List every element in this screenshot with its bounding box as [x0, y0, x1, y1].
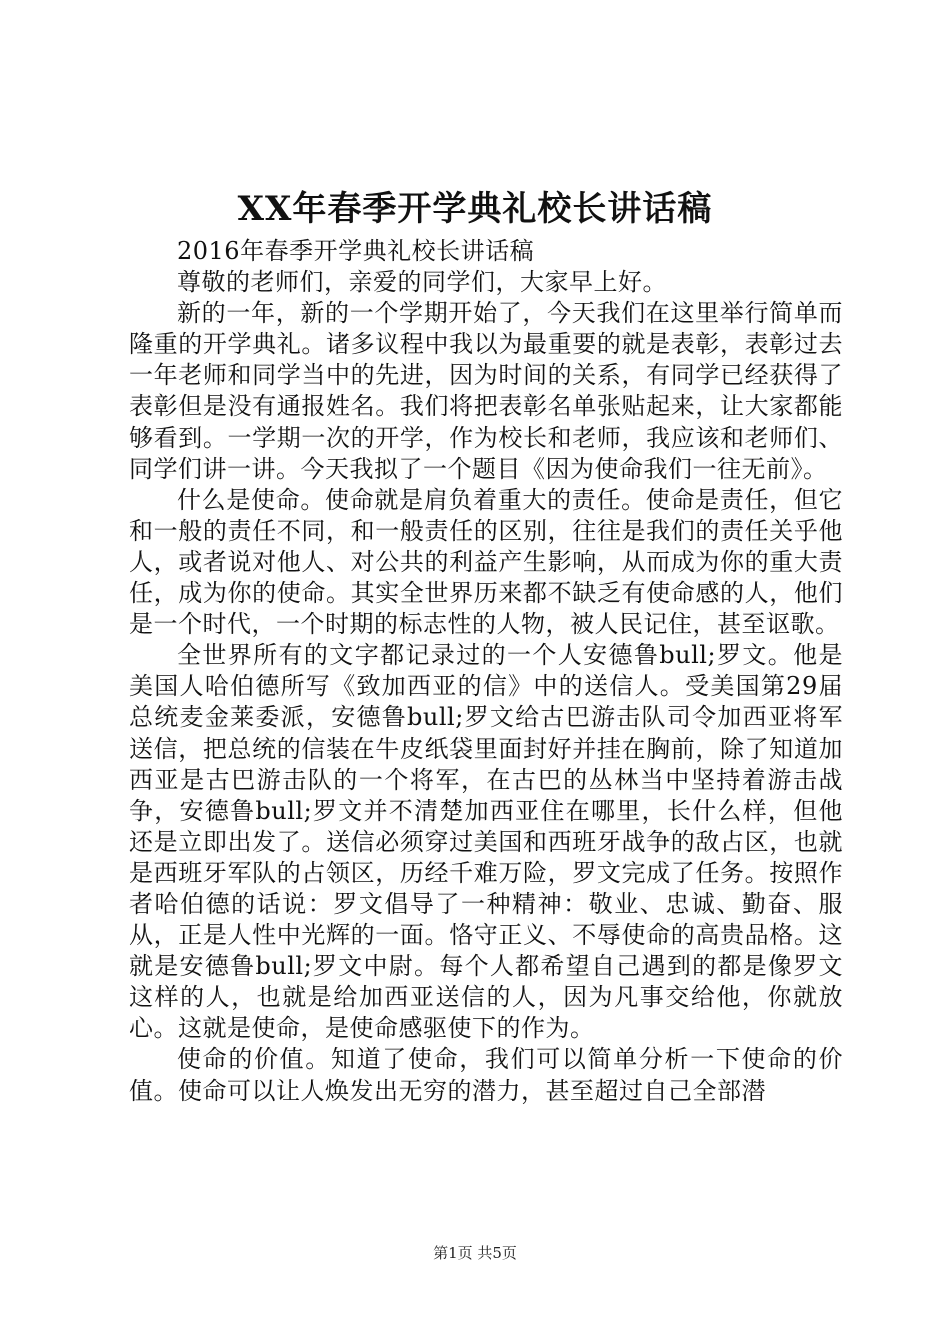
- paragraph-opening: 新的一年，新的一个学期开始了，今天我们在这里举行简单而隆重的开学典礼。诸多议程中我以为最重要的就是表彰，表彰过去一年老师和同学当中的先进，因为时间的关系，有同学已经获得了表彰但是没有通报姓名。我们将把表彰名单张贴起来，让大家都能够看到。一学期一次的开学，作为校长和老师，我应该和老师们、同学们讲一讲。今天我拟了一个题目《因为使命我们一往无前》。: [129, 299, 843, 483]
- page-footer: 第1页 共5页: [433, 1244, 517, 1262]
- paragraph-subtitle: 2016年春季开学典礼校长讲话稿: [177, 237, 535, 265]
- paragraph-rowan-story: 全世界所有的文字都记录过的一个人安德鲁bull;罗文。他是美国人哈伯德所写《致加西亚的信》中的送信人。受美国第29届总统麦金莱委派，安德鲁bull;罗文给古巴游击队司令加西亚将军送信，把总统的信装在牛皮纸袋里面封好并挂在胸前，除了知道加西亚是古巴游击队的一个将军，在古巴的丛林当中坚持着游击战争，安德鲁bull;罗文并不清楚加西亚住在哪里，长什么样，但他还是立即出发了。送信必须穿过美国和西班牙战争的敌占区，也就是西班牙军队的占领区，历经千难万险，罗文完成了任务。按照作者哈伯德的话说：罗文倡导了一种精神：敬业、忠诚、勤奋、服从，正是人性中光辉的一面。恪守正义、不辱使命的高贵品格。这就是安德鲁bull;罗文中尉。每个人都希望自己遇到的都是像罗文这样的人，也就是给加西亚送信的人，因为凡事交给他，你就放心。这就是使命，是使命感驱使下的作为。: [129, 641, 843, 1043]
- document-body: [129, 236, 843, 1107]
- document-title: XX年春季开学典礼校长讲话稿: [237, 189, 713, 229]
- paragraph-mission-value: 使命的价值。知道了使命，我们可以简单分析一下使命的价值。使命可以让人焕发出无穷的潜力，甚至超过自己全部潜: [129, 1045, 843, 1105]
- paragraph-greeting: 尊敬的老师们，亲爱的同学们，大家早上好。: [177, 268, 667, 297]
- paragraph-what-is-mission: 什么是使命。使命就是肩负着重大的责任。使命是责任，但它和一般的责任不同，和一般责任的区别，往往是我们的责任关乎他人，或者说对他人、对公共的利益产生影响，从而成为你的重大责任，成为你的使命。其实全世界历来都不缺乏有使命感的人，他们是一个时代，一个时期的标志性的人物，被人民记住，甚至讴歌。: [129, 485, 843, 639]
